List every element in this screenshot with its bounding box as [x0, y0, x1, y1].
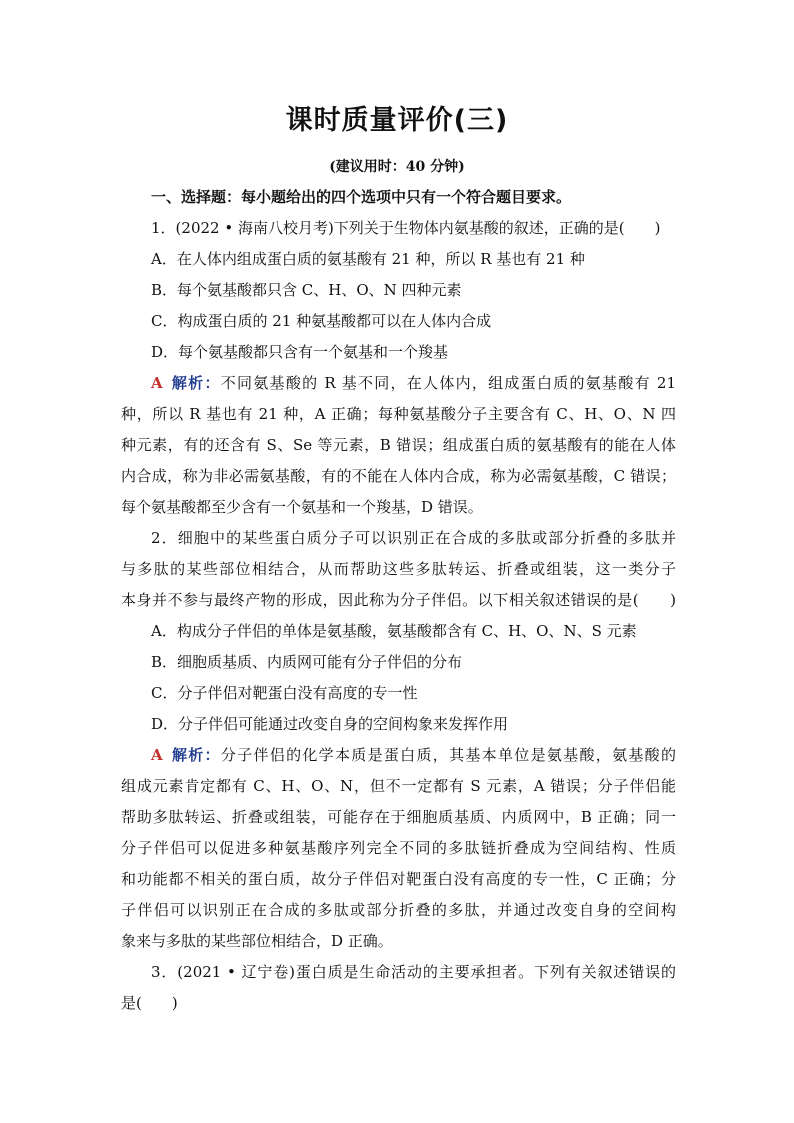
question-2-option-a: A．构成分子伴侣的单体是氨基酸，氨基酸都含有 C、H、O、N、S 元素 — [151, 622, 637, 640]
question-1-stem: 1．(2022 • 海南八校月考)下列关于生物体内氨基酸的叙述，正确的是( ) — [151, 219, 661, 237]
question-2-analysis-line: 组成元素肯定都有 C、H、O、N，但不一定都有 S 元素，A 错误；分子伴侣能 — [121, 777, 676, 795]
question-3-stem-line: 是( ) — [121, 994, 178, 1012]
question-2-analysis-text: 分子伴侣的化学本质是蛋白质，其基本单位是氨基酸，氨基酸的 — [220, 746, 676, 764]
question-2-answer: A — [151, 746, 163, 764]
page-title: 课时质量评价(三) — [285, 105, 509, 136]
question-2-analysis-line: 子伴侣可以识别正在合成的多肽或部分折叠的多肽，并通过改变自身的空间构 — [121, 901, 676, 919]
analysis-label: 解析： — [170, 746, 221, 764]
question-1-option-d: D．每个氨基酸都只含有一个氨基和一个羧基 — [151, 343, 449, 361]
question-1-analysis-line: 每个氨基酸都至少含有一个氨基和一个羧基，D 错误。 — [121, 498, 483, 516]
question-2-analysis-line: 帮助多肽转运、折叠或组装，可能存在于细胞质基质、内质网中，B 正确；同一 — [121, 808, 676, 826]
question-1-analysis-line: 种，所以 R 基也有 21 种，A 正确；每种氨基酸分子主要含有 C、H、O、N 四 — [121, 405, 676, 423]
question-content — [121, 182, 676, 1019]
question-2-analysis-line: 分子伴侣可以促进多种氨基酸序列完全不同的多肽链折叠成为空间结构、性质 — [121, 839, 676, 857]
question-2-option-d: D．分子伴侣可能通过改变自身的空间构象来发挥作用 — [151, 715, 509, 733]
question-2-stem-line: 2．细胞中的某些蛋白质分子可以识别正在合成的多肽或部分折叠的多肽并 — [151, 529, 676, 547]
question-2-analysis-line — [121, 740, 676, 771]
question-1-answer: A — [151, 374, 163, 392]
question-1-analysis-line: 种元素，有的还含有 S、Se 等元素，B 错误；组成蛋白质的氨基酸有的能在人体 — [121, 436, 676, 454]
question-3-stem-line: 3．(2021 • 辽宁卷)蛋白质是生命活动的主要承担者。下列有关叙述错误的 — [151, 963, 676, 981]
question-2-option-c: C．分子伴侣对靶蛋白没有高度的专一性 — [151, 684, 418, 702]
question-1-option-c: C．构成蛋白质的 21 种氨基酸都可以在人体内合成 — [151, 312, 492, 330]
question-1-option-a: A．在人体内组成蛋白质的氨基酸有 21 种，所以 R 基也有 21 种 — [151, 250, 585, 268]
question-1-analysis-text: 不同氨基酸的 R 基不同，在人体内，组成蛋白质的氨基酸有 21 — [220, 374, 676, 392]
question-2-analysis-line: 和功能都不相关的蛋白质，故分子伴侣对靶蛋白没有高度的专一性，C 正确；分 — [121, 870, 676, 888]
question-2-stem-line: 本身并不参与最终产物的形成，因此称为分子伴侣。以下相关叙述错误的是( ) — [121, 591, 676, 609]
question-1-option-b: B．每个氨基酸都只含 C、H、O、N 四种元素 — [151, 281, 462, 299]
question-2-option-b: B．细胞质基质、内质网可能有分子伴侣的分布 — [151, 653, 463, 671]
suggested-time: (建议用时：40 分钟) — [329, 159, 465, 175]
question-1-analysis-line: 内合成，称为非必需氨基酸，有的不能在人体内合成，称为必需氨基酸，C 错误； — [121, 467, 676, 485]
question-1-analysis-line — [121, 368, 676, 399]
section-heading: 一、选择题：每小题给出的四个选项中只有一个符合题目要求。 — [151, 188, 572, 206]
question-2-analysis-line: 象来与多肽的某些部位相结合，D 正确。 — [121, 932, 393, 950]
question-2-stem-line: 与多肽的某些部位相结合，从而帮助这些多肽转运、折叠或组装，这一类分子 — [121, 560, 676, 578]
analysis-label: 解析： — [170, 374, 221, 392]
